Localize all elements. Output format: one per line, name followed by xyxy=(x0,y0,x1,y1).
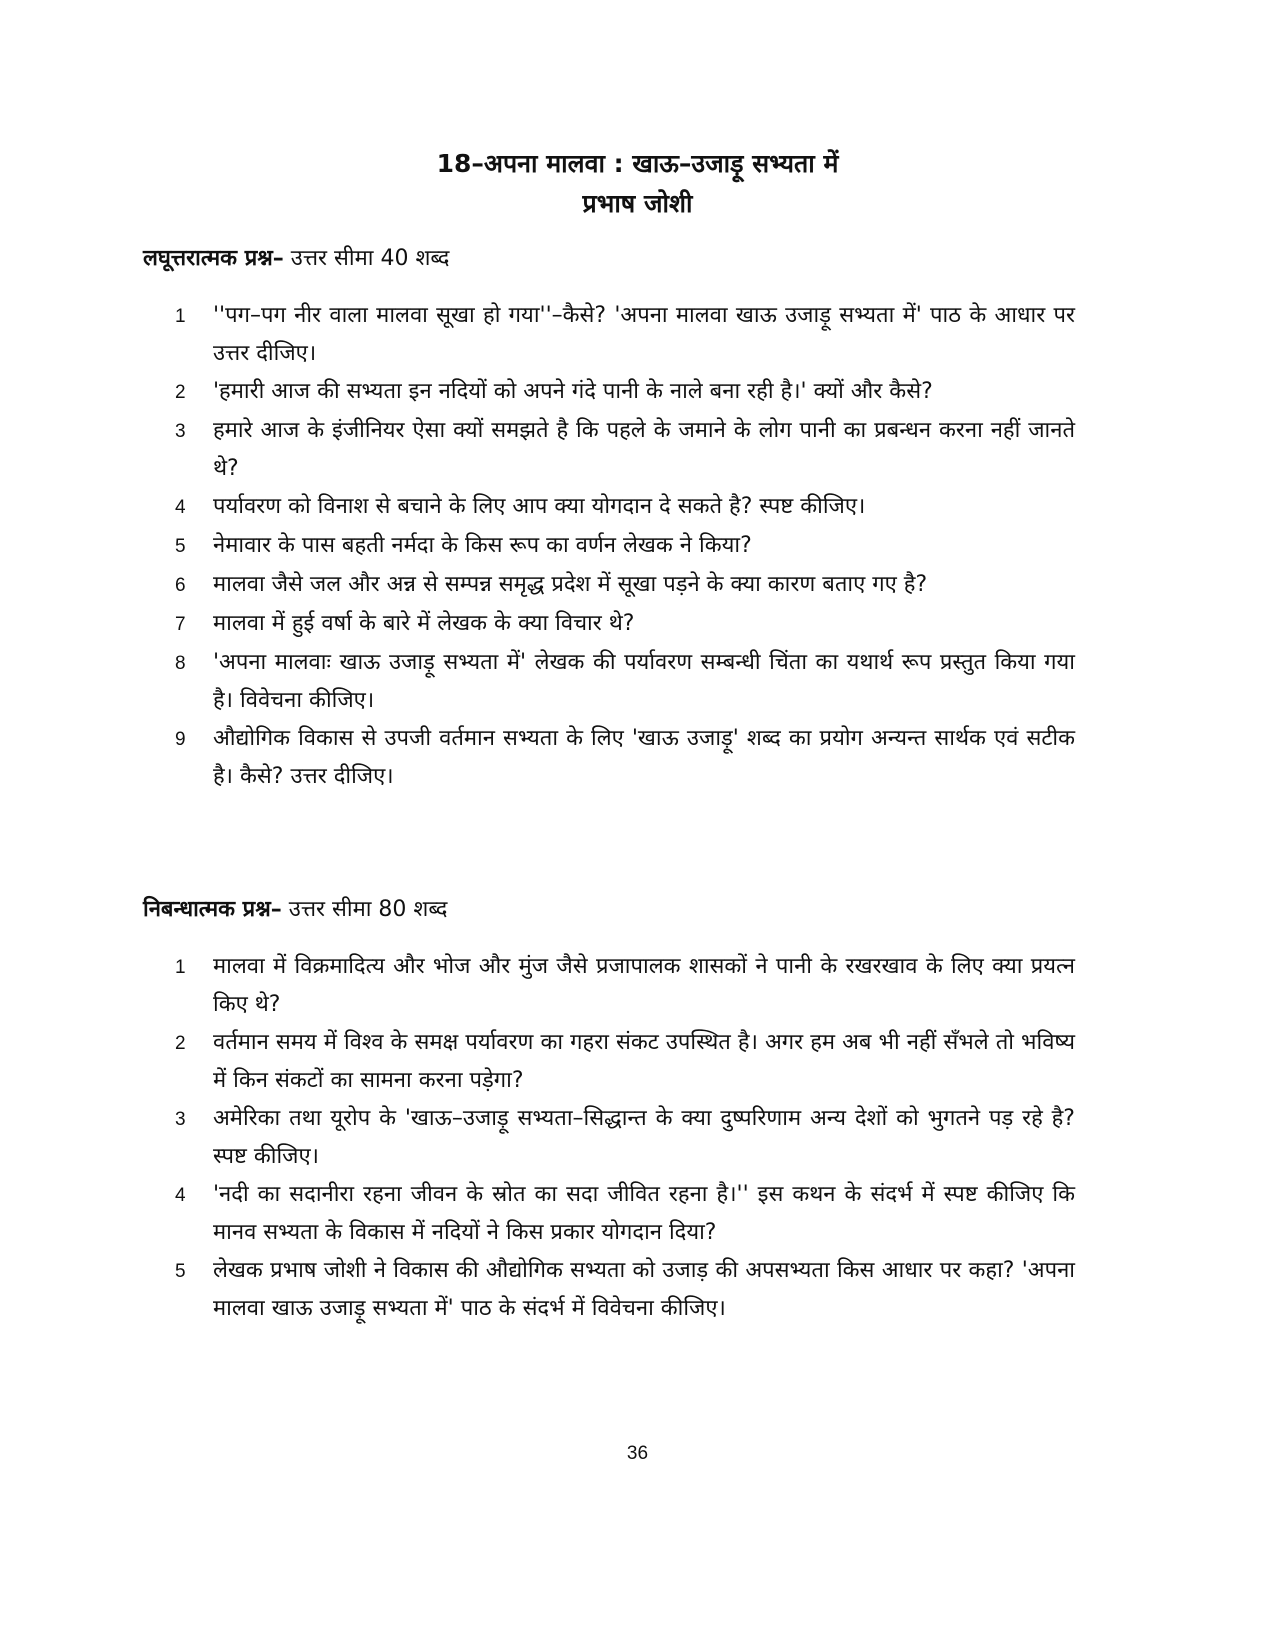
page-title: 18–अपना मालवा : खाऊ–उजाड़ू सभ्यता में xyxy=(436,149,839,178)
question-text: मालवा जैसे जल और अन्न से सम्पन्न समृद्ध प्रदेश में सूखा पड़ने के क्या कारण बताए गए है? xyxy=(213,572,928,597)
question-text: 'हमारी आज की सभ्यता इन नदियों को अपने गंदे पानी के नाले बना रही है।' क्यों और कैसे? xyxy=(213,379,933,404)
short-answer-section-heading xyxy=(143,242,449,272)
question-number: 2 xyxy=(175,1033,186,1054)
section-heading-word-limit: उत्तर सीमा 80 शब्द xyxy=(281,897,448,922)
section-heading-label: निबन्धात्मक प्रश्न– xyxy=(143,897,282,922)
question-text: 'अपना मालवाः खाऊ उजाड़ू सभ्यता में' लेखक की पर्यावरण सम्बन्धी चिंता का यथार्थ रूप प्रस्तुत किया गया है। विवेचना कीजिए। xyxy=(213,650,1075,713)
question-item xyxy=(175,1024,1075,1100)
question-number: 4 xyxy=(175,1185,186,1206)
author-name: प्रभाष जोशी xyxy=(582,189,693,218)
section-heading-word-limit: उत्तर सीमा 40 शब्द xyxy=(283,246,450,271)
question-text: लेखक प्रभाष जोशी ने विकास की औद्योगिक सभ्यता को उजाड़ की अपसभ्यता किस आधार पर कहा? 'अपना मालवा खाऊ उजाड़ू सभ्यता में' पाठ के संदर्भ में विवेचना कीजिए। xyxy=(213,1258,1075,1321)
question-text: मालवा में विक्रमादित्य और भोज और मुंज जैसे प्रजापालक शासकों ने पानी के रखरखाव के लिए क्या प्रयत्न किए थे? xyxy=(213,954,1075,1017)
question-text: मालवा में हुई वर्षा के बारे में लेखक के क्या विचार थे? xyxy=(213,611,635,636)
question-number: 3 xyxy=(175,421,186,442)
question-number: 4 xyxy=(175,497,186,518)
question-item xyxy=(175,948,1075,1024)
question-number: 8 xyxy=(175,653,186,674)
question-number: 6 xyxy=(175,575,186,596)
question-number: 2 xyxy=(175,382,186,403)
question-number: 7 xyxy=(175,614,186,635)
question-number: 3 xyxy=(175,1109,186,1130)
question-number: 1 xyxy=(175,957,186,978)
question-number: 1 xyxy=(175,306,186,327)
short-answer-question-list xyxy=(175,297,1075,796)
essay-question-list xyxy=(175,948,1075,1328)
section-heading-label: लघूत्तरात्मक प्रश्न– xyxy=(143,246,284,271)
page-number: 36 xyxy=(626,1443,649,1464)
question-item xyxy=(175,566,1075,605)
question-text: पर्यावरण को विनाश से बचाने के लिए आप क्या योगदान दे सकते है? स्पष्ट कीजिए। xyxy=(213,494,866,519)
question-number: 5 xyxy=(175,536,186,557)
question-item xyxy=(175,720,1075,796)
question-item xyxy=(175,1176,1075,1252)
question-item xyxy=(175,1100,1075,1176)
question-item xyxy=(175,644,1075,720)
question-item xyxy=(175,1252,1075,1328)
question-number: 9 xyxy=(175,729,186,750)
question-item xyxy=(175,373,1075,412)
question-number: 5 xyxy=(175,1261,186,1282)
question-item xyxy=(175,527,1075,566)
question-text: औद्योगिक विकास से उपजी वर्तमान सभ्यता के लिए 'खाऊ उजाड़ू' शब्द का प्रयोग अन्यन्त सार्थक एवं सटीक है। कैसे? उत्तर दीजिए। xyxy=(213,726,1075,789)
question-item xyxy=(175,488,1075,527)
question-item xyxy=(175,605,1075,644)
essay-section-heading xyxy=(143,893,447,923)
question-text: वर्तमान समय में विश्व के समक्ष पर्यावरण का गहरा संकट उपस्थित है। अगर हम अब भी नहीं सँभले तो भविष्य में किन संकटों का सामना करना पड़ेगा? xyxy=(213,1030,1075,1093)
question-text: 'नदी का सदानीरा रहना जीवन के स्रोत का सदा जीवित रहना है।'' इस कथन के संदर्भ में स्पष्ट कीजिए कि मानव सभ्यता के विकास में नदियों ने किस प्रकार योगदान दिया? xyxy=(213,1182,1075,1245)
question-text: ''पग–पग नीर वाला मालवा सूखा हो गया''–कैसे? 'अपना मालवा खाऊ उजाड़ू सभ्यता में' पाठ के आधार पर उत्तर दीजिए। xyxy=(213,303,1075,366)
question-item xyxy=(175,412,1075,488)
question-text: अमेरिका तथा यूरोप के 'खाऊ–उजाड़ू सभ्यता–सिद्धान्त के क्या दुष्परिणाम अन्य देशों को भुगतने पड़ रहे है? स्पष्ट कीजिए। xyxy=(213,1106,1075,1169)
question-text: हमारे आज के इंजीनियर ऐसा क्यों समझते है कि पहले के जमाने के लोग पानी का प्रबन्धन करना नहीं जानते थे? xyxy=(213,418,1075,481)
question-text: नेमावार के पास बहती नर्मदा के किस रूप का वर्णन लेखक ने किया? xyxy=(213,533,752,558)
question-item xyxy=(175,297,1075,373)
